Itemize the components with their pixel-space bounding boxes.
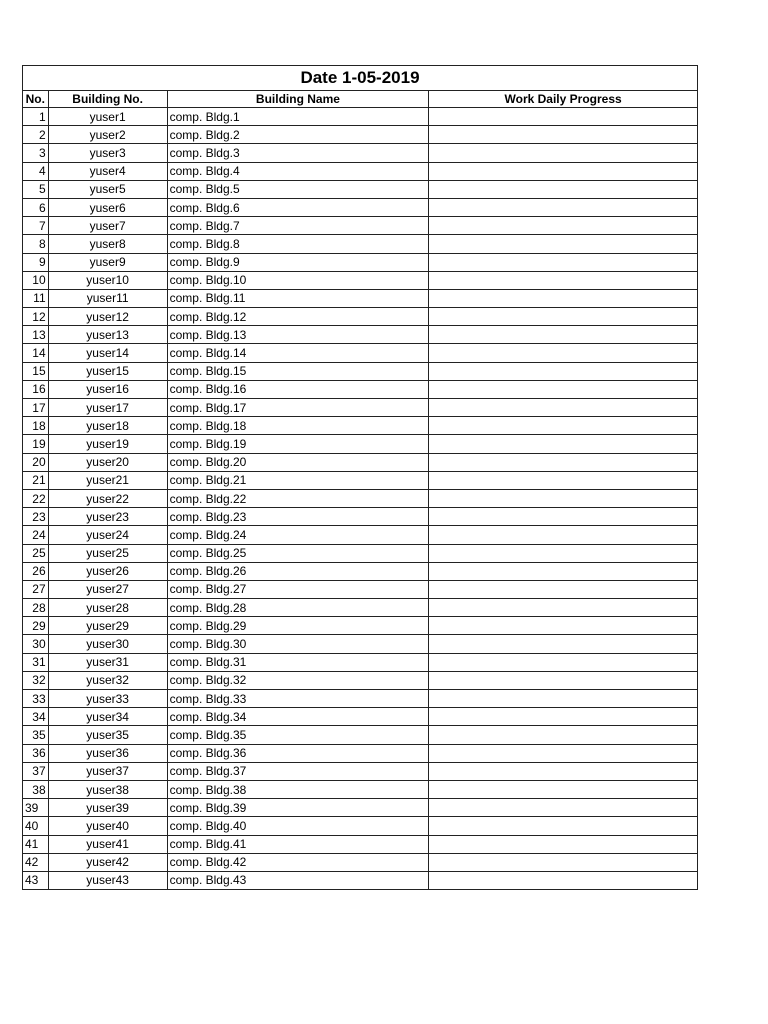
work-progress-cell[interactable] [429,653,698,671]
table-row [23,780,698,798]
work-progress-cell[interactable] [429,180,698,198]
table-row [23,180,698,198]
table-row [23,708,698,726]
row-number-cell: 32 [23,671,49,689]
building-no-cell: yuser8 [48,235,167,253]
row-number-cell: 27 [23,580,49,598]
row-number-cell: 43 [23,871,49,889]
row-number-cell: 20 [23,453,49,471]
work-progress-cell[interactable] [429,198,698,216]
building-name-cell: comp. Bldg.2 [167,126,429,144]
building-name-cell: comp. Bldg.3 [167,144,429,162]
building-name-cell: comp. Bldg.16 [167,380,429,398]
row-number-cell: 39 [23,799,49,817]
row-number-cell: 15 [23,362,49,380]
table-row [23,635,698,653]
work-progress-cell[interactable] [429,217,698,235]
table-row [23,853,698,871]
building-no-cell: yuser41 [48,835,167,853]
table-row [23,271,698,289]
work-progress-cell[interactable] [429,435,698,453]
work-progress-cell[interactable] [429,380,698,398]
row-number-cell: 6 [23,198,49,216]
building-name-cell: comp. Bldg.1 [167,108,429,126]
work-progress-cell[interactable] [429,271,698,289]
building-name-cell: comp. Bldg.43 [167,871,429,889]
row-number-cell: 25 [23,544,49,562]
building-name-cell: comp. Bldg.30 [167,635,429,653]
building-name-cell: comp. Bldg.38 [167,780,429,798]
work-progress-cell[interactable] [429,617,698,635]
sheet-title: Date 1-05-2019 [23,66,698,91]
table-row [23,726,698,744]
table-row [23,380,698,398]
table-row [23,453,698,471]
building-no-cell: yuser38 [48,780,167,798]
table-row [23,489,698,507]
building-no-cell: yuser21 [48,471,167,489]
building-name-cell: comp. Bldg.11 [167,289,429,307]
table-row [23,108,698,126]
table-row [23,817,698,835]
work-progress-cell[interactable] [429,799,698,817]
row-number-cell: 4 [23,162,49,180]
table-row [23,871,698,889]
work-progress-cell[interactable] [429,417,698,435]
building-no-cell: yuser19 [48,435,167,453]
building-no-cell: yuser39 [48,799,167,817]
building-name-cell: comp. Bldg.20 [167,453,429,471]
work-progress-cell[interactable] [429,308,698,326]
building-no-cell: yuser27 [48,580,167,598]
row-number-cell: 37 [23,762,49,780]
title-row [23,66,698,91]
table-row [23,344,698,362]
row-number-cell: 41 [23,835,49,853]
building-name-cell: comp. Bldg.26 [167,562,429,580]
building-no-cell: yuser40 [48,817,167,835]
building-name-cell: comp. Bldg.18 [167,417,429,435]
table-row [23,599,698,617]
work-progress-cell[interactable] [429,580,698,598]
work-progress-cell[interactable] [429,544,698,562]
row-number-cell: 40 [23,817,49,835]
work-progress-cell[interactable] [429,489,698,507]
row-number-cell: 19 [23,435,49,453]
table-row [23,326,698,344]
building-no-cell: yuser9 [48,253,167,271]
building-no-cell: yuser29 [48,617,167,635]
work-progress-cell[interactable] [429,162,698,180]
building-name-cell: comp. Bldg.13 [167,326,429,344]
row-number-cell: 9 [23,253,49,271]
row-number-cell: 18 [23,417,49,435]
building-name-cell: comp. Bldg.12 [167,308,429,326]
work-progress-cell[interactable] [429,344,698,362]
table-row [23,162,698,180]
building-name-cell: comp. Bldg.32 [167,671,429,689]
table-row [23,362,698,380]
work-progress-cell[interactable] [429,690,698,708]
table-row [23,835,698,853]
work-progress-cell[interactable] [429,726,698,744]
building-no-cell: yuser17 [48,399,167,417]
building-no-cell: yuser6 [48,198,167,216]
work-progress-cell[interactable] [429,526,698,544]
work-progress-cell[interactable] [429,817,698,835]
row-number-cell: 14 [23,344,49,362]
building-no-cell: yuser13 [48,326,167,344]
work-progress-cell[interactable] [429,508,698,526]
building-no-cell: yuser42 [48,853,167,871]
table-row [23,417,698,435]
row-number-cell: 5 [23,180,49,198]
header-building-name: Building Name [167,91,429,108]
row-number-cell: 16 [23,380,49,398]
building-no-cell: yuser30 [48,635,167,653]
header-work-daily-progress: Work Daily Progress [429,91,698,108]
building-name-cell: comp. Bldg.4 [167,162,429,180]
table-row [23,217,698,235]
table-row [23,799,698,817]
building-name-cell: comp. Bldg.22 [167,489,429,507]
building-name-cell: comp. Bldg.33 [167,690,429,708]
work-progress-cell[interactable] [429,708,698,726]
building-no-cell: yuser43 [48,871,167,889]
building-no-cell: yuser4 [48,162,167,180]
table-row [23,144,698,162]
table-row [23,690,698,708]
row-number-cell: 1 [23,108,49,126]
building-name-cell: comp. Bldg.28 [167,599,429,617]
work-progress-cell[interactable] [429,599,698,617]
building-name-cell: comp. Bldg.21 [167,471,429,489]
header-building-no: Building No. [48,91,167,108]
building-no-cell: yuser32 [48,671,167,689]
building-name-cell: comp. Bldg.39 [167,799,429,817]
building-name-cell: comp. Bldg.37 [167,762,429,780]
work-progress-cell[interactable] [429,635,698,653]
building-no-cell: yuser3 [48,144,167,162]
building-name-cell: comp. Bldg.36 [167,744,429,762]
row-number-cell: 34 [23,708,49,726]
building-no-cell: yuser22 [48,489,167,507]
building-name-cell: comp. Bldg.9 [167,253,429,271]
work-progress-cell[interactable] [429,780,698,798]
table-row [23,126,698,144]
row-number-cell: 13 [23,326,49,344]
building-no-cell: yuser1 [48,108,167,126]
building-no-cell: yuser36 [48,744,167,762]
table-body [23,108,698,890]
row-number-cell: 22 [23,489,49,507]
row-number-cell: 24 [23,526,49,544]
table-row [23,471,698,489]
row-number-cell: 23 [23,508,49,526]
building-no-cell: yuser34 [48,708,167,726]
work-progress-cell[interactable] [429,744,698,762]
building-no-cell: yuser24 [48,526,167,544]
building-no-cell: yuser33 [48,690,167,708]
row-number-cell: 29 [23,617,49,635]
work-progress-cell[interactable] [429,235,698,253]
work-progress-cell[interactable] [429,289,698,307]
row-number-cell: 2 [23,126,49,144]
work-progress-cell[interactable] [429,853,698,871]
building-no-cell: yuser12 [48,308,167,326]
building-name-cell: comp. Bldg.23 [167,508,429,526]
building-no-cell: yuser37 [48,762,167,780]
table-row [23,198,698,216]
row-number-cell: 36 [23,744,49,762]
building-no-cell: yuser5 [48,180,167,198]
building-no-cell: yuser25 [48,544,167,562]
table-row [23,508,698,526]
building-name-cell: comp. Bldg.25 [167,544,429,562]
table-row [23,762,698,780]
building-name-cell: comp. Bldg.15 [167,362,429,380]
work-progress-cell[interactable] [429,835,698,853]
building-no-cell: yuser28 [48,599,167,617]
building-name-cell: comp. Bldg.27 [167,580,429,598]
work-progress-cell[interactable] [429,144,698,162]
work-progress-cell[interactable] [429,453,698,471]
table-row [23,289,698,307]
table-row [23,617,698,635]
building-no-cell: yuser14 [48,344,167,362]
building-no-cell: yuser26 [48,562,167,580]
building-name-cell: comp. Bldg.10 [167,271,429,289]
table-row [23,744,698,762]
building-name-cell: comp. Bldg.34 [167,708,429,726]
building-name-cell: comp. Bldg.42 [167,853,429,871]
building-name-cell: comp. Bldg.41 [167,835,429,853]
row-number-cell: 28 [23,599,49,617]
work-progress-cell[interactable] [429,562,698,580]
row-number-cell: 35 [23,726,49,744]
building-name-cell: comp. Bldg.5 [167,180,429,198]
building-no-cell: yuser35 [48,726,167,744]
building-no-cell: yuser31 [48,653,167,671]
building-name-cell: comp. Bldg.24 [167,526,429,544]
table-row [23,435,698,453]
work-progress-cell[interactable] [429,871,698,889]
table-row [23,235,698,253]
building-name-cell: comp. Bldg.6 [167,198,429,216]
table-row [23,253,698,271]
table-row [23,653,698,671]
table-row [23,562,698,580]
building-no-cell: yuser20 [48,453,167,471]
building-no-cell: yuser16 [48,380,167,398]
work-progress-cell[interactable] [429,399,698,417]
row-number-cell: 33 [23,690,49,708]
row-number-cell: 11 [23,289,49,307]
building-name-cell: comp. Bldg.14 [167,344,429,362]
row-number-cell: 3 [23,144,49,162]
work-progress-cell[interactable] [429,762,698,780]
work-progress-cell[interactable] [429,108,698,126]
building-no-cell: yuser15 [48,362,167,380]
row-number-cell: 8 [23,235,49,253]
building-name-cell: comp. Bldg.19 [167,435,429,453]
building-name-cell: comp. Bldg.17 [167,399,429,417]
row-number-cell: 12 [23,308,49,326]
row-number-cell: 38 [23,780,49,798]
row-number-cell: 42 [23,853,49,871]
header-no: No. [23,91,49,108]
table-row [23,526,698,544]
row-number-cell: 31 [23,653,49,671]
work-progress-cell[interactable] [429,671,698,689]
table-row [23,544,698,562]
building-name-cell: comp. Bldg.29 [167,617,429,635]
building-name-cell: comp. Bldg.35 [167,726,429,744]
work-progress-cell[interactable] [429,253,698,271]
work-progress-cell[interactable] [429,471,698,489]
building-no-cell: yuser11 [48,289,167,307]
daily-progress-table [22,65,698,890]
row-number-cell: 7 [23,217,49,235]
building-name-cell: comp. Bldg.31 [167,653,429,671]
building-name-cell: comp. Bldg.8 [167,235,429,253]
building-no-cell: yuser7 [48,217,167,235]
row-number-cell: 17 [23,399,49,417]
row-number-cell: 30 [23,635,49,653]
work-progress-cell[interactable] [429,126,698,144]
building-name-cell: comp. Bldg.40 [167,817,429,835]
row-number-cell: 21 [23,471,49,489]
table-row [23,308,698,326]
table-row [23,671,698,689]
building-no-cell: yuser18 [48,417,167,435]
row-number-cell: 10 [23,271,49,289]
work-progress-cell[interactable] [429,326,698,344]
building-name-cell: comp. Bldg.7 [167,217,429,235]
row-number-cell: 26 [23,562,49,580]
table-row [23,580,698,598]
table-row [23,399,698,417]
building-no-cell: yuser2 [48,126,167,144]
building-no-cell: yuser23 [48,508,167,526]
work-progress-cell[interactable] [429,362,698,380]
header-row [23,91,698,108]
building-no-cell: yuser10 [48,271,167,289]
